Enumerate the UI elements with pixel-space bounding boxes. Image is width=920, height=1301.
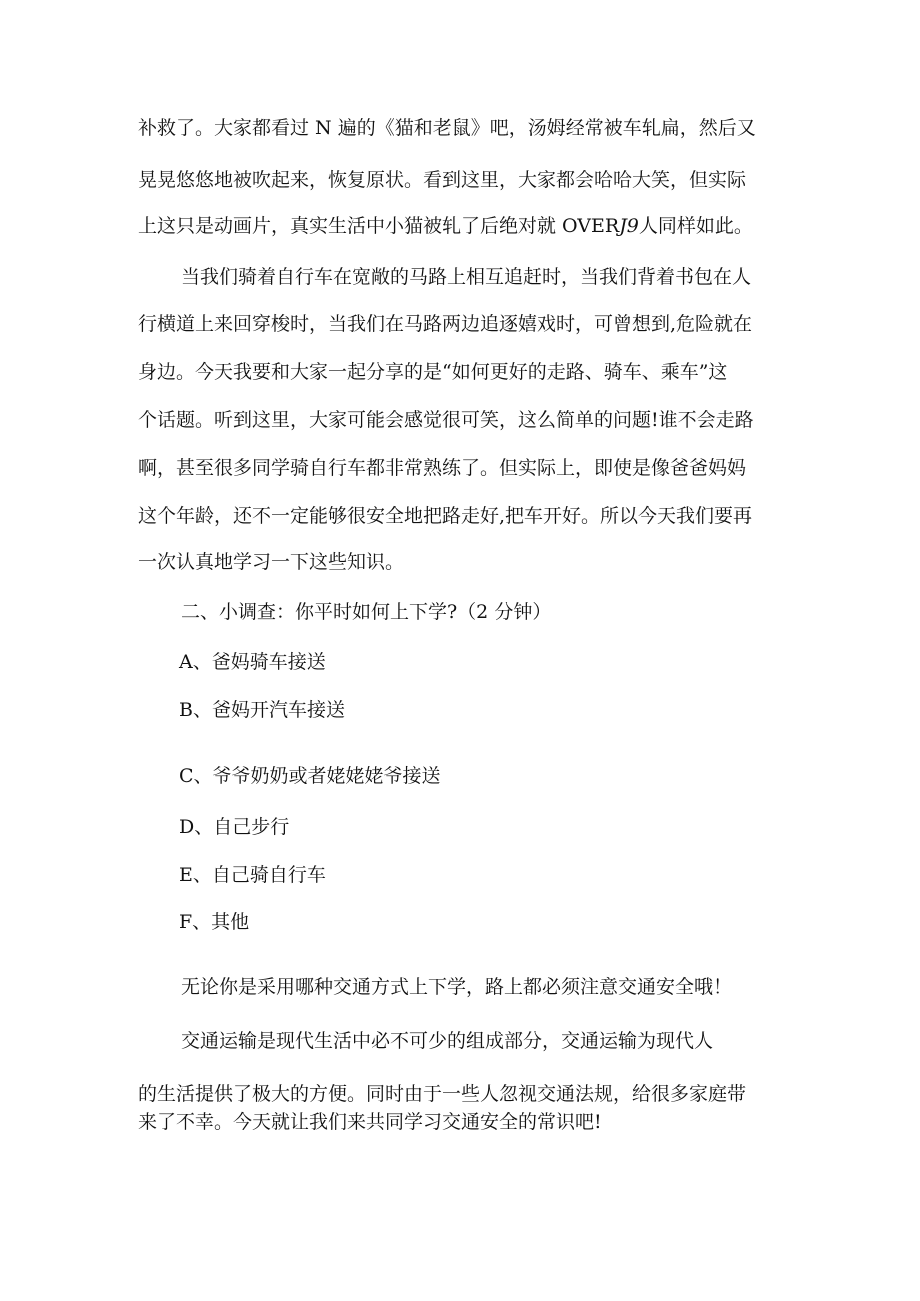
- ocr-artifact-text: J9: [619, 215, 639, 237]
- paragraph-4-line-3: 来了不幸。今天就让我们来共同学习交通安全的常识吧!: [138, 1111, 602, 1133]
- paragraph-2-line-2: 行横道上来回穿梭时，当我们在马路两边追逐嬉戏时，可曾想到,危险就在: [138, 313, 753, 335]
- survey-option-c: C、爷爷奶奶或者姥姥姥爷接送: [179, 765, 441, 787]
- paragraph-1-line-3-start: 上这只是动画片，真实生活中小猫被轧了后绝对就 OVER: [138, 215, 620, 237]
- paragraph-3: 无论你是采用哪种交通方式上下学，路上都必须注意交通安全哦！: [181, 976, 733, 998]
- paragraph-1-line-3-end: 人同样如此。: [638, 215, 753, 237]
- survey-option-f: F、其他: [179, 911, 250, 933]
- paragraph-2-line-5: 啊，甚至很多同学骑自行车都非常熟练了。但实际上，即使是像爸爸妈妈: [138, 457, 747, 479]
- survey-option-d: D、自己步行: [179, 816, 290, 838]
- survey-title: 二、小调查：你平时如何上下学?（2 分钟）: [181, 601, 552, 623]
- survey-option-a: A、爸妈骑车接送: [179, 651, 326, 673]
- paragraph-4-line-2: 的生活提供了极大的方便。同时由于一些人忽视交通法规，给很多家庭带: [138, 1083, 747, 1105]
- survey-option-e: E、自己骑自行车: [179, 864, 326, 886]
- survey-option-b: B、爸妈开汽车接送: [179, 699, 345, 721]
- paragraph-1-line-1: 补救了。大家都看过 N 遍的《猫和老鼠》吧，汤姆经常被车轧扁，然后又: [138, 117, 756, 139]
- paragraph-2-line-3: 身边。今天我要和大家一起分享的是“如何更好的走路、骑车、乘车”这: [138, 361, 728, 383]
- paragraph-4-line-1: 交通运输是现代生活中必不可少的组成部分，交通运输为现代人: [181, 1030, 714, 1052]
- paragraph-2-line-6: 这个年龄，还不一定能够很安全地把路走好,把车开好。所以今天我们要再: [138, 505, 753, 527]
- paragraph-2-line-1: 当我们骑着自行车在宽敞的马路上相互追赶时，当我们背着书包在人: [181, 266, 752, 288]
- paragraph-1-line-2: 晃晃悠悠地被吹起来，恢复原状。看到这里，大家都会哈哈大笑，但实际: [138, 169, 747, 191]
- paragraph-2-line-4: 个话题。听到这里，大家可能会感觉很可笑，这么简单的问题!谁不会走路: [138, 409, 754, 431]
- paragraph-1-line-3: [138, 214, 753, 238]
- paragraph-2-line-7: 一次认真地学习一下这些知识。: [138, 551, 405, 573]
